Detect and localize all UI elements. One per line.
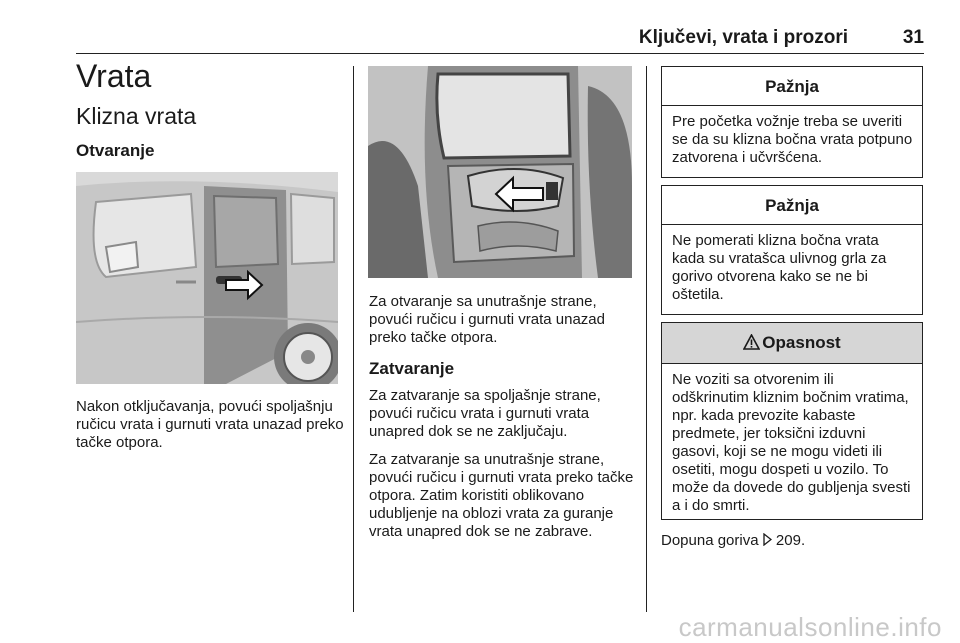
column-divider-1 (353, 66, 354, 612)
van-side-door-drawing (76, 172, 338, 384)
notice-text: Ne pomerati klizna bočna vrata kada su vratašca ulivnog grla za gorivo otvorena kako se ne bi oštetila. (672, 232, 887, 303)
fuel-reference-page-link[interactable]: 209. (775, 532, 806, 549)
notice-box-caution-1 (661, 66, 923, 178)
page-number: 31 (902, 27, 924, 48)
notice-heading: Pažnja (662, 186, 922, 225)
paragraph-inside-opening: Za otvaranje sa unutrašnje strane, povući ručicu i gurnuti vrata unazad preko tačke otpora. (369, 293, 605, 346)
door-interior-illustration (368, 66, 632, 278)
subheading-opening: Otvaranje (76, 141, 155, 160)
notice-heading: Pažnja (662, 67, 922, 106)
fuel-reference (661, 532, 929, 551)
interior-door-handle-drawing (368, 66, 632, 278)
header-rule (76, 53, 924, 54)
warning-triangle-icon (743, 334, 760, 355)
notice-box-caution-2 (661, 185, 923, 315)
subheading-closing: Zatvaranje (369, 359, 455, 378)
notice-text: Ne voziti sa otvorenim ili odškrinutim kliznim bočnim vratima, npr. kada prevozite kabaste predmete, jer toksični izduvni gasovi, koji se ne mogu videti ili osetiti, mogu dospeti u vozilo. To može da dovede do gubljenja svesti a i do smrti. (672, 371, 911, 514)
paragraph-inside-closing: Za zatvaranje sa unutrašnje strane, povući ručicu i gurnuti vrata preko tačke otpora. Zatim koristiti oblikovano udubljenje na oblozi vrata za guranje vrata unapred dok se ne zabrave. (369, 451, 634, 540)
column-divider-2 (646, 66, 647, 612)
running-header-title: Ključevi, vrata i prozori (638, 27, 848, 48)
van-exterior-illustration (76, 172, 338, 384)
fuel-reference-text: Dopuna goriva (661, 532, 759, 549)
paragraph-outside-opening: Nakon otključavanja, povući spoljašnju ručicu vrata i gurnuti vrata unazad preko tačke otpora. (76, 398, 344, 451)
notice-text: Pre početka vožnje treba se uveriti se da su klizna bočna vrata potpuno zatvorena i učvršćena. (672, 113, 913, 166)
danger-label: Opasnost (762, 333, 841, 352)
section-title: Vrata (76, 58, 152, 94)
page-reference-arrow-icon (763, 533, 772, 551)
danger-heading (662, 323, 922, 364)
notice-box-danger (661, 322, 923, 520)
section-subtitle: Klizna vrata (76, 103, 197, 129)
watermark: carmanualsonline.info (678, 612, 942, 642)
paragraph-outside-closing: Za zatvaranje sa spoljašnje strane, povući ručicu vrata i gurnuti vrata unapred dok se ne zaključaju. (369, 387, 601, 440)
